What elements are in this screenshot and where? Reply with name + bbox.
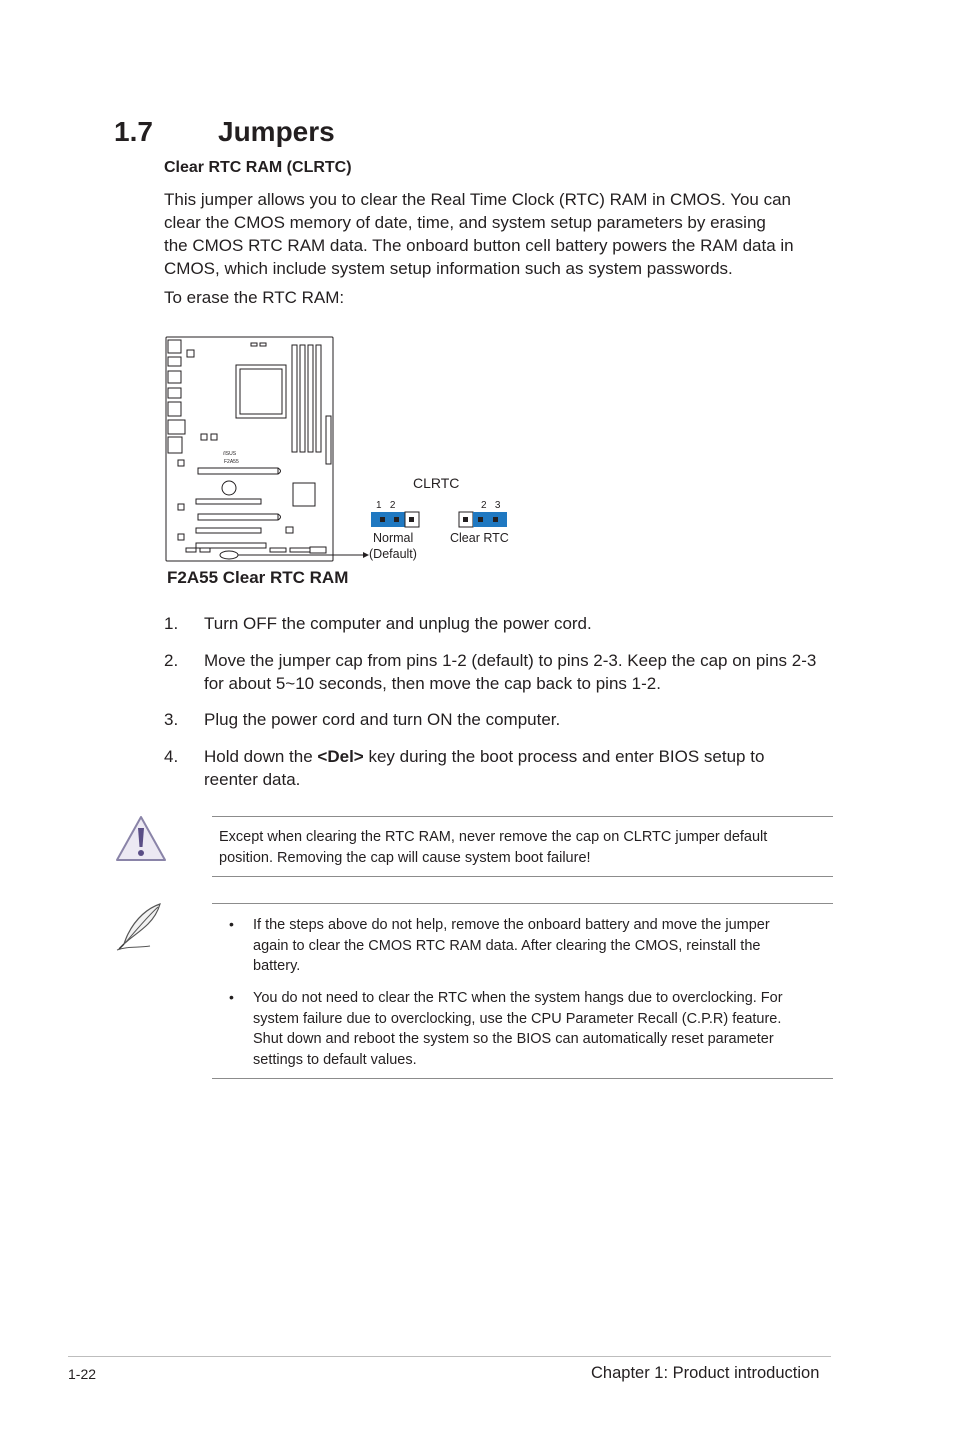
step-text: reenter data. [204, 770, 301, 789]
step-text: for about 5~10 seconds, then move the cap back to pins 1-2. [204, 674, 661, 693]
footer-rule [68, 1356, 831, 1357]
bullet-dot: • [229, 989, 234, 1005]
cpu-socket-inner [240, 369, 282, 414]
board-model: F2A55 [224, 459, 239, 465]
jumper-clear [459, 512, 507, 527]
erase-intro: To erase the RTC RAM: [164, 288, 345, 307]
step-text-part: Hold down the [204, 747, 318, 766]
step-text [204, 745, 844, 768]
pin [463, 517, 468, 522]
rear-io-port [168, 402, 181, 416]
note-line: Shut down and reboot the system so the BIOS can automatically reset parameter [253, 1031, 774, 1047]
bottom-header [200, 548, 210, 552]
caution-text [219, 827, 767, 868]
step-number: 1. [164, 614, 179, 633]
intro-paragraph [164, 188, 844, 280]
step-text: Turn OFF the computer and unplug the power cord. [204, 614, 592, 633]
normal-pin-numbers: 1 2 [376, 500, 396, 511]
step-text: Plug the power cord and turn ON the computer. [204, 710, 561, 729]
pcie-slot [198, 468, 278, 474]
intro-line: This jumper allows you to clear the Real Time Clock (RTC) RAM in CMOS. You can [164, 190, 792, 209]
dimm-slot [292, 345, 297, 452]
dimm-slot [300, 345, 305, 452]
page-number: 1-22 [68, 1366, 97, 1382]
note-bullet-text [253, 988, 783, 1070]
warning-triangle-icon [114, 814, 168, 864]
jumper-cap [371, 512, 405, 527]
chip [178, 460, 184, 466]
pcie-slot [196, 528, 261, 533]
clear-pin-numbers: 2 3 [481, 500, 501, 511]
pcie-slot [196, 499, 261, 504]
intro-line: clear the CMOS memory of date, time, and system setup parameters by erasing [164, 213, 766, 232]
note-top-rule [212, 903, 833, 904]
rear-io-port [168, 371, 181, 383]
rear-io-port [168, 420, 185, 434]
pcie-slot [198, 514, 278, 520]
jumper-normal [371, 512, 419, 527]
step-number: 3. [164, 710, 179, 729]
chip [178, 534, 184, 540]
step-number: 2. [164, 651, 179, 670]
caution-line: position. Removing the cap will cause system boot failure! [219, 849, 591, 866]
note-line: system failure due to overclocking, use the CPU Parameter Recall (C.P.R) feature. [253, 1010, 782, 1027]
figure-caption: F2A55 Clear RTC RAM [167, 568, 349, 587]
note-line: You do not need to clear the RTC when the system hangs due to overclocking. For [253, 990, 783, 1006]
cpu-socket [236, 365, 286, 418]
rear-io-port [168, 388, 181, 398]
bottom-header [310, 547, 326, 553]
subheading: Clear RTC RAM (CLRTC) [164, 159, 352, 176]
step-number: 4. [164, 747, 179, 766]
caution-bottom-rule [212, 876, 833, 877]
connector [260, 343, 266, 346]
section-title: Jumpers [218, 116, 335, 147]
pin [409, 517, 414, 522]
bullet-dot: • [229, 916, 234, 932]
chip [201, 434, 207, 440]
chip [178, 504, 184, 510]
pin [380, 517, 385, 522]
bottom-header [270, 548, 286, 552]
section-number: 1.7 [114, 116, 153, 147]
pin [493, 517, 498, 522]
pcie-slot [196, 543, 266, 548]
intro-line: CMOS, which include system setup information such as system passwords. [164, 259, 733, 278]
chapter-title: Chapter 1: Product introduction [591, 1364, 820, 1382]
motherboard-diagram [160, 334, 540, 566]
connector [251, 343, 257, 346]
del-key: <Del> [317, 747, 364, 766]
rear-io-port [168, 340, 181, 353]
pin [394, 517, 399, 522]
caution-top-rule [212, 816, 833, 817]
pin [478, 517, 483, 522]
jumper-label: CLRTC [413, 475, 460, 491]
sata-port [286, 527, 293, 533]
dimm-slot [308, 345, 313, 452]
note-line: battery. [253, 958, 301, 974]
intro-line: the CMOS RTC RAM data. The onboard button cell battery powers the RAM data in [164, 236, 794, 255]
rear-io-port [168, 357, 181, 366]
step-text-part: key during the boot process and enter BIOS setup to [363, 747, 765, 766]
bottom-header [290, 548, 310, 552]
rear-io-port [168, 437, 182, 453]
caution-line: Except when clearing the RTC RAM, never remove the cap on CLRTC jumper default [219, 829, 768, 845]
note-line: If the steps above do not help, remove the onboard battery and move the jumper [253, 917, 770, 933]
clear-label: Clear RTC [450, 531, 509, 545]
normal-label: Normal [373, 531, 414, 545]
step-text: Move the jumper cap from pins 1-2 (default) to pins 2-3. Keep the cap on pins 2-3 [204, 651, 817, 670]
connector [187, 350, 194, 357]
atx-power-connector [326, 416, 331, 464]
clrtc-location [220, 551, 238, 559]
note-bottom-rule [212, 1078, 833, 1079]
bottom-header [186, 548, 196, 552]
battery [222, 481, 236, 495]
chip [211, 434, 217, 440]
dimm-slot [316, 345, 321, 452]
normal-default-label: (Default) [369, 547, 417, 561]
note-bullet-text [253, 915, 770, 977]
chipset [293, 483, 315, 506]
feather-pen-icon [114, 900, 168, 952]
note-line: settings to default values. [253, 1051, 417, 1068]
note-line: again to clear the CMOS RTC RAM data. After clearing the CMOS, reinstall the [253, 937, 761, 954]
board-brand: /ISUS [223, 451, 237, 457]
